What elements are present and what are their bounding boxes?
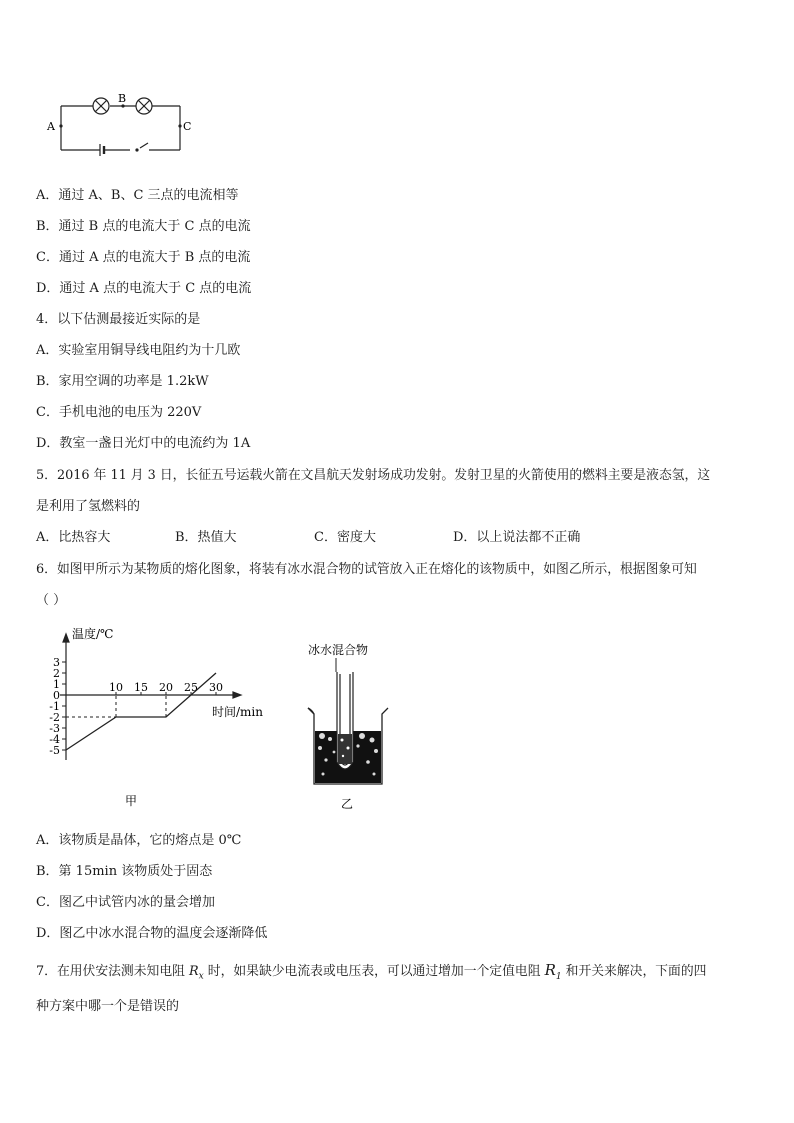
y-axis [63, 634, 69, 760]
x-ticks [109, 681, 223, 695]
q6-option-c: C．图乙中试管内冰的量会增加 [36, 895, 215, 910]
q5-stem-line2: 是利用了氢燃料的 [36, 499, 141, 514]
y-tick-label: -1 [49, 700, 60, 713]
q6-option-a: A．该物质是晶体，它的熔点是 0℃ [36, 833, 242, 848]
q4-option-b: B．家用空调的功率是 1.2kW [36, 374, 209, 389]
q3-option-c: C．通过 A 点的电流大于 B 点的电流 [36, 250, 251, 265]
q7-text-part1: 7．在用伏安法测未知电阻 [36, 964, 189, 979]
x-tick-label: 10 [109, 681, 123, 694]
q3-option-a: A．通过 A、B、C 三点的电流相等 [36, 188, 239, 203]
point-a-label: A [47, 120, 55, 133]
q7-stem-line1 [36, 961, 706, 986]
q3-option-d: D．通过 A 点的电流大于 C 点的电流 [36, 281, 252, 296]
beaker-caption: 乙 [341, 797, 354, 811]
beaker-figure [296, 636, 406, 816]
guide-lines [66, 695, 166, 717]
y-tick-label: -5 [49, 744, 60, 757]
x-tick-label: 20 [159, 681, 173, 694]
q6-stem-line2: （ ） [36, 593, 67, 608]
q5-option-a: A．比热容大 [36, 530, 111, 545]
y-tick-label: 1 [53, 678, 60, 691]
melting-graph [30, 620, 280, 815]
y-tick-label: -3 [49, 722, 60, 735]
rx-symbol: $R_x$ [188, 964, 204, 982]
q7-text-part3: 和开关来解决，下面的四 [561, 964, 707, 979]
q7-text-part2: 时，如果缺少电流表或电压表，可以通过增加一个定值电阻 [203, 964, 545, 979]
x-tick-label: 15 [134, 681, 148, 694]
q4-option-d: D．教室一盏日光灯中的电流约为 1A [36, 436, 251, 451]
ice-water-label: 冰水混合物 [308, 643, 369, 657]
q6-stem-line1: 6．如图甲所示为某物质的熔化图象，将装有冰水混合物的试管放入正在熔化的该物质中，如图乙所示，根据图象可知 [36, 562, 697, 577]
bulb-left [93, 98, 109, 114]
q5-option-d: D．以上说法都不正确 [453, 530, 581, 545]
r1-symbol: $R_1$ [544, 961, 562, 982]
circuit-diagram [44, 92, 204, 160]
y-ticks [49, 656, 66, 757]
q4-option-a: A．实验室用铜导线电阻约为十几欧 [36, 343, 241, 358]
q4-stem: 4．以下估测最接近实际的是 [36, 312, 201, 327]
x-tick-label: 25 [184, 681, 198, 694]
q7-stem-line2: 种方案中哪一个是错误的 [36, 999, 180, 1014]
q5-option-b: B．热值大 [175, 530, 237, 545]
y-tick-label: -2 [49, 711, 60, 724]
y-tick-label: -4 [49, 733, 60, 746]
y-tick-label: 3 [53, 656, 60, 669]
point-b-label: B [118, 92, 127, 105]
x-tick-label: 30 [209, 681, 223, 694]
q3-option-b: B．通过 B 点的电流大于 C 点的电流 [36, 219, 251, 234]
q5-stem-line1: 5．2016 年 11 月 3 日，长征五号运载火箭在文昌航天发射场成功发射。发射卫星的火箭使用的燃料主要是液态氢，这 [36, 468, 711, 483]
q6-option-b: B．第 15min 该物质处于固态 [36, 864, 213, 879]
bulb-right [136, 98, 152, 114]
x-axis-label: 时间/min [212, 705, 263, 719]
point-c-label: C [183, 120, 192, 133]
y-axis-label: 温度/℃ [72, 627, 114, 641]
y-tick-label: 0 [53, 689, 60, 702]
graph-caption: 甲 [125, 794, 138, 808]
ice-in-tube [338, 734, 352, 764]
q5-option-c: C．密度大 [314, 530, 376, 545]
y-tick-label: 2 [53, 667, 60, 680]
q4-option-c: C．手机电池的电压为 220V [36, 405, 202, 420]
q6-option-d: D．图乙中冰水混合物的温度会逐渐降低 [36, 926, 268, 941]
battery [100, 144, 104, 156]
